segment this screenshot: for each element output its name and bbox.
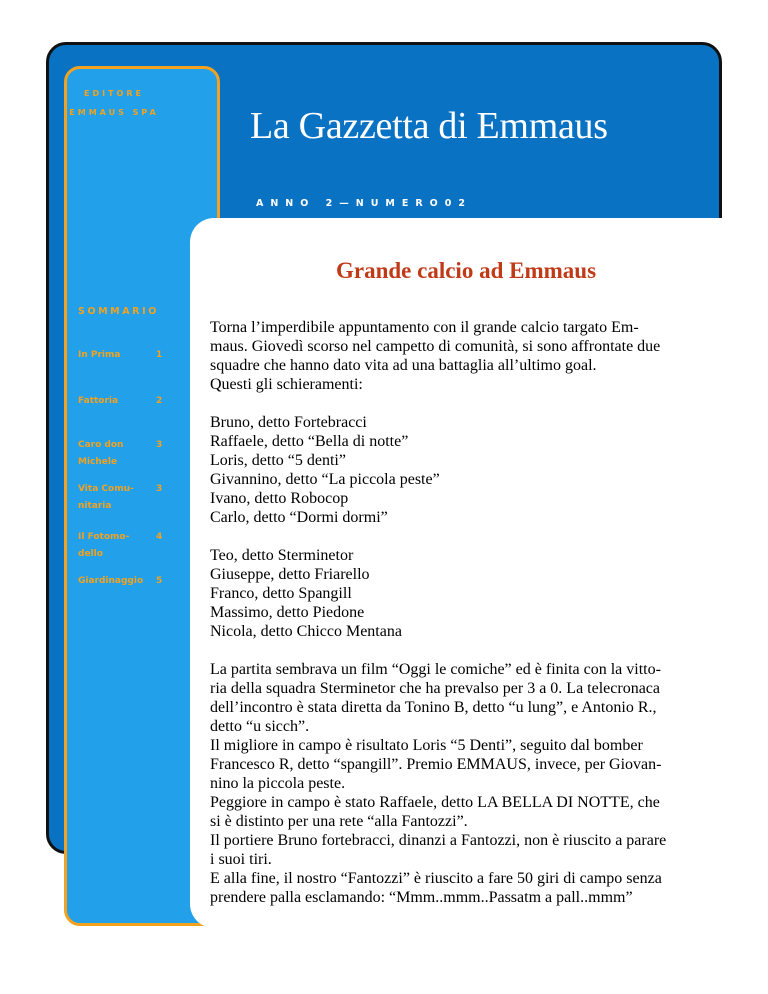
text-line: Il portiere Bruno fortebracci, dinanzi a Fantozzi, non è riuscito a parare — [210, 832, 667, 849]
text-line: si è distinto per una rete “alla Fantozzi”. — [210, 813, 468, 830]
article-intro — [210, 318, 732, 394]
publisher-info — [64, 84, 164, 122]
text-line: squadre che hanno dato vita ad una battaglia all’ultimo goal. — [210, 357, 597, 374]
player-line: Massimo, detto Piedone — [210, 604, 365, 621]
article-title: Grande calcio ad Emmaus — [335, 258, 597, 283]
summary-heading: SOMMARIO — [78, 306, 159, 317]
toc-item-label: Vita Comu-nitaria — [78, 484, 134, 511]
toc-item-giardinaggio[interactable] — [78, 573, 170, 590]
text-line: detto “u sicch”. — [210, 718, 310, 735]
toc-item-in-prima[interactable] — [78, 347, 170, 364]
text-line: nino la piccola peste. — [210, 775, 346, 792]
toc-item-label: In Prima — [78, 350, 121, 360]
player-line: Givannino, detto “La piccola peste” — [210, 471, 440, 488]
toc-item-label: Il Fotomo-dello — [78, 532, 130, 559]
text-line: ria della squadra Sterminetor che ha prevalso per 3 a 0. La telecronaca — [210, 680, 661, 697]
text-line: dell’incontro è stata diretta da Tonino B, detto “u lung”, e Antonio R., — [210, 699, 657, 716]
text-line: Torna l’imperdibile appuntamento con il grande calcio targato Em- — [210, 319, 639, 336]
toc-item-label: Fattoria — [78, 396, 119, 406]
team-one-list — [210, 413, 732, 527]
player-line: Loris, detto “5 denti” — [210, 452, 346, 469]
toc-item-label: Caro don Michele — [78, 440, 124, 467]
toc-item-caro-don-michele[interactable] — [78, 437, 170, 471]
text-line: E alla fine, il nostro “Fantozzi” è riuscito a fare 50 giri di campo senza — [210, 870, 662, 887]
text-line: Francesco R, detto “spangill”. Premio EMMAUS, invece, per Giovan- — [210, 756, 662, 773]
toc-item-label: Giardinaggio — [78, 576, 144, 586]
text-line: i suoi tiri. — [210, 851, 272, 868]
text-line: La partita sembrava un film “Oggi le comiche” ed è finita con la vitto- — [210, 661, 661, 678]
player-line: Giuseppe, detto Friarello — [210, 566, 370, 583]
toc-item-page: 2 — [156, 396, 163, 406]
player-line: Teo, detto Sterminetor — [210, 547, 354, 564]
toc-item-vita-comunitaria[interactable] — [78, 481, 170, 515]
match-report — [210, 660, 732, 907]
text-line: prendere palla esclamando: “Mmm..mmm..Passatm a pall..mmm” — [210, 889, 633, 906]
toc-item-page: 3 — [156, 440, 163, 450]
article-body — [210, 318, 732, 926]
toc-item-page: 3 — [156, 484, 163, 494]
text-line: Il migliore in campo è risultato Loris “5 Denti”, seguito dal bomber — [210, 737, 643, 754]
toc-item-page: 4 — [156, 532, 163, 542]
toc-item-il-fotomodello[interactable] — [78, 529, 170, 563]
newspaper-title: La Gazzetta di Emmaus — [250, 105, 608, 147]
player-line: Nicola, detto Chicco Mentana — [210, 623, 402, 640]
toc-item-page: 5 — [156, 576, 163, 586]
player-line: Bruno, detto Fortebracci — [210, 414, 367, 431]
player-line: Raffaele, detto “Bella di notte” — [210, 433, 409, 450]
text-line: Questi gli schieramenti: — [210, 376, 363, 393]
text-line: maus. Giovedì scorso nel campetto di comunità, si sono affrontate due — [210, 338, 661, 355]
text-line: Peggiore in campo è stato Raffaele, detto LA BELLA DI NOTTE, che — [210, 794, 660, 811]
toc-item-page: 1 — [156, 350, 163, 360]
player-line: Carlo, detto “Dormi dormi” — [210, 509, 388, 526]
issue-number: ANNO 2—NUMERO02 — [256, 198, 472, 209]
publisher-line-1: EDITORE — [84, 89, 144, 98]
player-line: Franco, detto Spangill — [210, 585, 352, 602]
player-line: Ivano, detto Robocop — [210, 490, 349, 507]
team-two-list — [210, 546, 732, 641]
toc-item-fattoria[interactable] — [78, 393, 170, 410]
publisher-line-2: EMMAUS SPA — [69, 108, 159, 117]
